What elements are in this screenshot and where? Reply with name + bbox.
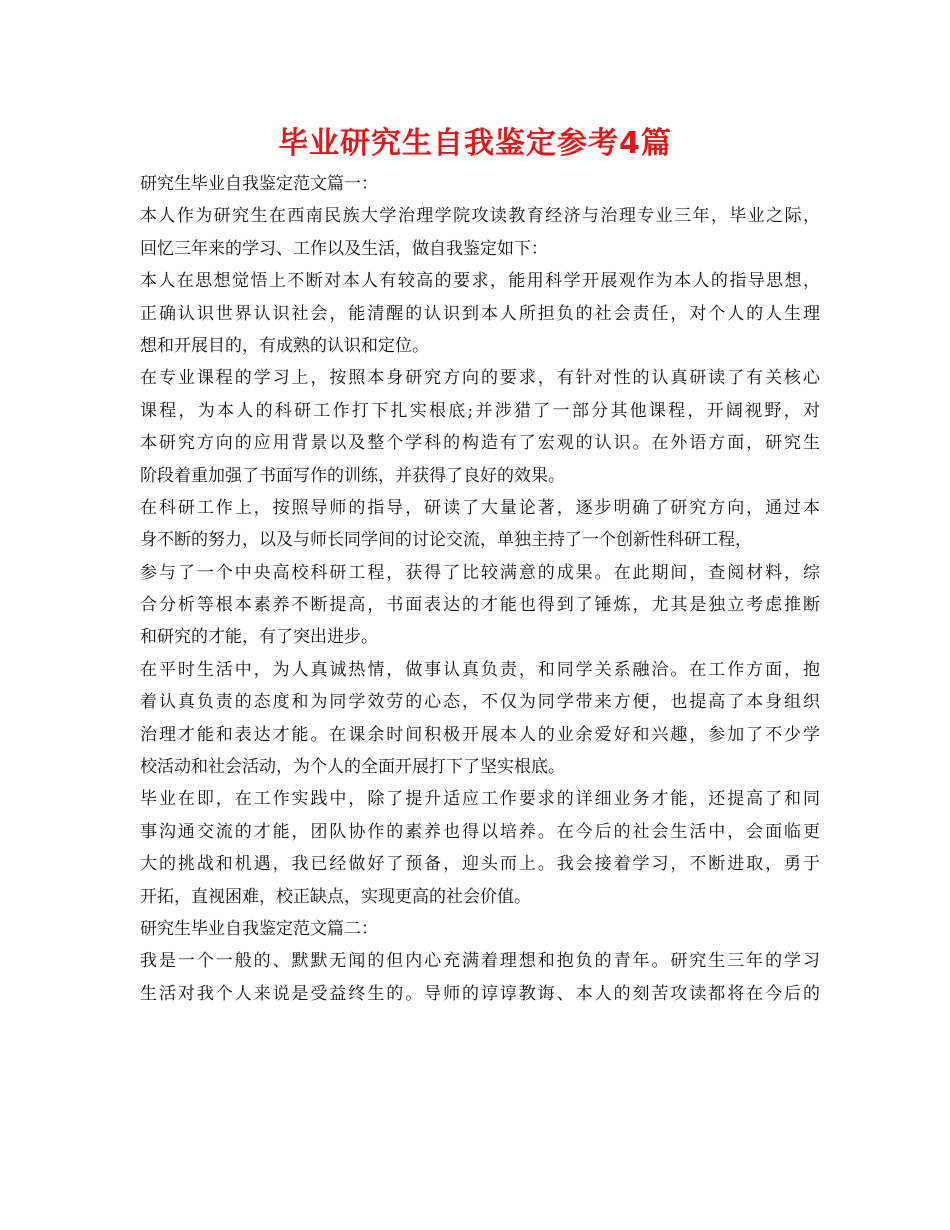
text-line: 合分析等根本素养不断提高，书面表达的才能也得到了锤炼，尤其是独立考虑推断 xyxy=(140,595,820,616)
text-line: 事沟通交流的才能，团队协作的素养也得以培养。在今后的社会生活中，会面临更 xyxy=(140,821,820,842)
text-line: 和研究的才能，有了突出进步。 xyxy=(140,627,378,648)
text-line: 本研究方向的应用背景以及整个学科的构造有了宏观的认识。在外语方面，研究生 xyxy=(140,433,820,454)
text-line: 开拓，直视困难，校正缺点，实现更高的社会价值。 xyxy=(140,886,531,907)
document-title: 毕业研究生自我鉴定参考4篇 xyxy=(278,126,672,161)
text-line: 治理才能和表达才能。在课余时间积极开展本人的业余爱好和兴趣，参加了不少学 xyxy=(140,724,820,745)
text-line: 本人在思想觉悟上不断对本人有较高的要求，能用科学开展观作为本人的指导思想， xyxy=(140,271,820,292)
text-line: 研究生毕业自我鉴定范文篇一： xyxy=(140,174,378,194)
document-body xyxy=(140,168,820,1010)
text-line: 我是一个一般的、默默无闻的但内心充满着理想和抱负的青年。研究生三年的学习 xyxy=(140,951,820,972)
text-line: 身不断的努力，以及与师长同学间的讨论交流，单独主持了一个创新性科研工程， xyxy=(140,530,752,551)
text-line: 着认真负责的态度和为同学效劳的心态，不仅为同学带来方便，也提高了本身组织 xyxy=(140,692,820,713)
text-line: 回忆三年来的学习、工作以及生活，做自我鉴定如下： xyxy=(140,238,548,259)
text-line: 本人作为研究生在西南民族大学治理学院攻读教育经济与治理专业三年，毕业之际， xyxy=(140,206,820,227)
text-line: 在专业课程的学习上，按照本身研究方向的要求，有针对性的认真研读了有关核心 xyxy=(140,368,820,389)
text-line: 想和开展目的，有成熟的认识和定位。 xyxy=(140,335,429,356)
text-line: 正确认识世界认识社会，能清醒的认识到本人所担负的社会责任，对个人的人生理 xyxy=(140,303,820,324)
text-line: 课程，为本人的科研工作打下扎实根底;并涉猎了一部分其他课程，开阔视野，对 xyxy=(140,400,820,421)
text-line: 生活对我个人来说是受益终生的。导师的谆谆教诲、本人的刻苦攻读都将在今后的 xyxy=(140,983,820,1004)
text-line: 在科研工作上，按照导师的指导，研读了大量论著，逐步明确了研究方向，通过本 xyxy=(140,497,820,518)
text-line: 校活动和社会活动，为个人的全面开展打下了坚实根底。 xyxy=(140,757,565,778)
text-line: 研究生毕业自我鉴定范文篇二： xyxy=(140,918,378,939)
text-line: 毕业在即，在工作实践中，除了提升适应工作要求的详细业务才能，还提高了和同 xyxy=(140,789,820,810)
text-line: 阶段着重加强了书面写作的训练，并获得了良好的效果。 xyxy=(140,465,565,486)
text-line: 在平时生活中，为人真诚热情，做事认真负责，和同学关系融洽。在工作方面，抱 xyxy=(140,659,820,680)
text-line: 参与了一个中央高校科研工程，获得了比较满意的成果。在此期间，查阅材料，综 xyxy=(140,562,820,583)
text-line: 大的挑战和机遇，我已经做好了预备，迎头而上。我会接着学习，不断进取，勇于 xyxy=(140,854,820,875)
